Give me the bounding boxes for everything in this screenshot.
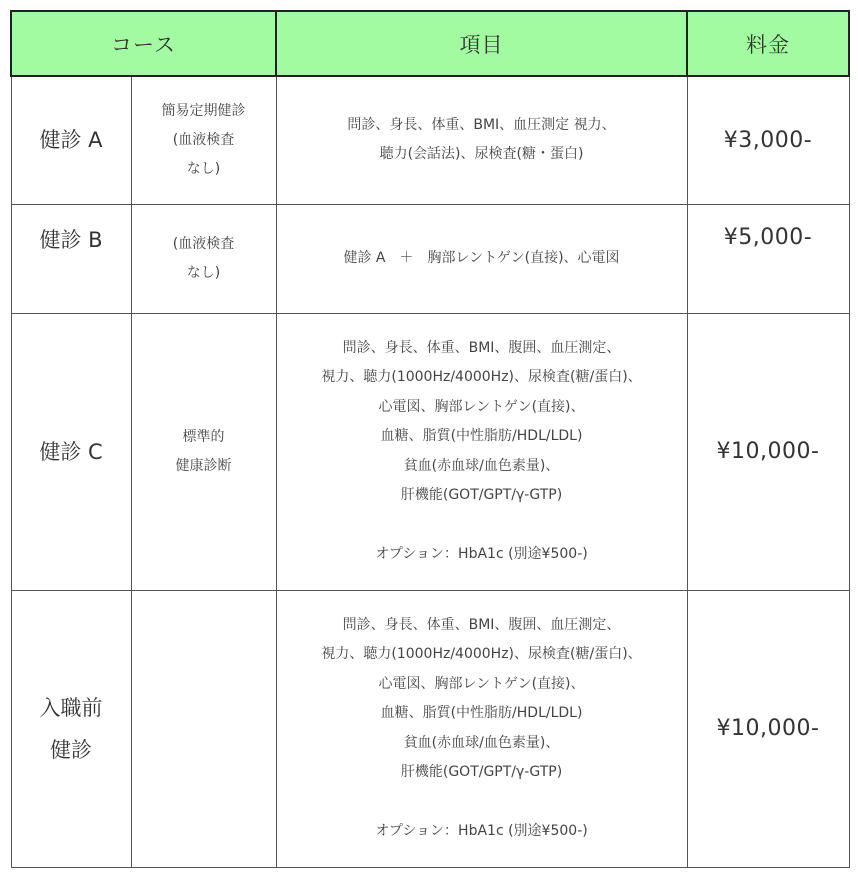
- text-line: 肝機能(GOT/GPT/γ-GTP): [400, 487, 563, 503]
- text-line: 健診: [50, 737, 92, 762]
- course-fee: ¥10,000-: [687, 313, 849, 590]
- text-line: なし): [186, 264, 221, 281]
- course-items: [276, 313, 687, 590]
- header-row: [11, 11, 849, 76]
- course-items: [276, 76, 687, 204]
- text-line: 聴力(会話法)、尿検査(糖・蛋白): [379, 146, 584, 163]
- text-line: 健診 C: [39, 439, 103, 464]
- text-line: 貧血(赤血球/血色素量)、: [403, 734, 560, 751]
- course-fee: ¥5,000-: [687, 204, 849, 313]
- table-row: [11, 204, 849, 313]
- text-line: 健診 A: [39, 128, 103, 153]
- course-items: [276, 590, 687, 867]
- course-items: [276, 204, 687, 313]
- text-line: 心電図、胸部レントゲン(直接)、: [378, 675, 585, 692]
- text-line: なし): [186, 160, 221, 177]
- text-line: 標準的: [182, 428, 225, 445]
- course-subtitle: [131, 313, 276, 590]
- text-line: 健診 B: [39, 227, 103, 252]
- course-fee: ¥10,000-: [687, 590, 849, 867]
- table-row: [11, 76, 849, 204]
- text-line: 健診 A ＋ 胸部レントゲン(直接)、心電図: [343, 249, 620, 266]
- price-table: [10, 10, 850, 868]
- table-row: [11, 590, 849, 867]
- course-name: [11, 313, 131, 590]
- text-line: 血糖、脂質(中性脂肪/HDL/LDL): [380, 705, 583, 721]
- text-line: 問診、身長、体重、BMI、腹囲、血圧測定、: [342, 616, 621, 633]
- course-subtitle: [131, 204, 276, 313]
- course-name: [11, 590, 131, 867]
- text-line: (血液検査: [172, 235, 235, 252]
- text-line: 貧血(赤血球/血色素量)、: [403, 457, 560, 474]
- course-subtitle: [131, 590, 276, 867]
- text-line: 視力、聴力(1000Hz/4000Hz)、尿検査(糖/蛋白)、: [321, 369, 642, 385]
- text-line: 入職前: [39, 695, 103, 720]
- text-line: オプション：HbA1c (別途¥500-): [375, 823, 588, 839]
- text-line: 問診、身長、体重、BMI、血圧測定 視力、: [347, 116, 616, 133]
- course-name: [11, 76, 131, 204]
- text-line: 健康診断: [175, 457, 232, 474]
- text-line: 問診、身長、体重、BMI、腹囲、血圧測定、: [342, 339, 621, 356]
- text-line: 簡易定期健診: [161, 102, 246, 119]
- header-items: 項目: [276, 11, 687, 76]
- text-line: 血糖、脂質(中性脂肪/HDL/LDL): [380, 428, 583, 444]
- course-fee: ¥3,000-: [687, 76, 849, 204]
- text-line: (血液検査: [172, 131, 235, 148]
- text-line: [277, 788, 687, 818]
- text-line: 肝機能(GOT/GPT/γ-GTP): [400, 764, 563, 780]
- course-name: [11, 204, 131, 313]
- text-line: 心電図、胸部レントゲン(直接)、: [378, 398, 585, 415]
- header-course: コース: [11, 11, 276, 76]
- text-line: [277, 511, 687, 541]
- course-subtitle: [131, 76, 276, 204]
- header-fee: 料金: [687, 11, 849, 76]
- table-row: [11, 313, 849, 590]
- text-line: 視力、聴力(1000Hz/4000Hz)、尿検査(糖/蛋白)、: [321, 646, 642, 662]
- text-line: オプション：HbA1c (別途¥500-): [375, 546, 588, 562]
